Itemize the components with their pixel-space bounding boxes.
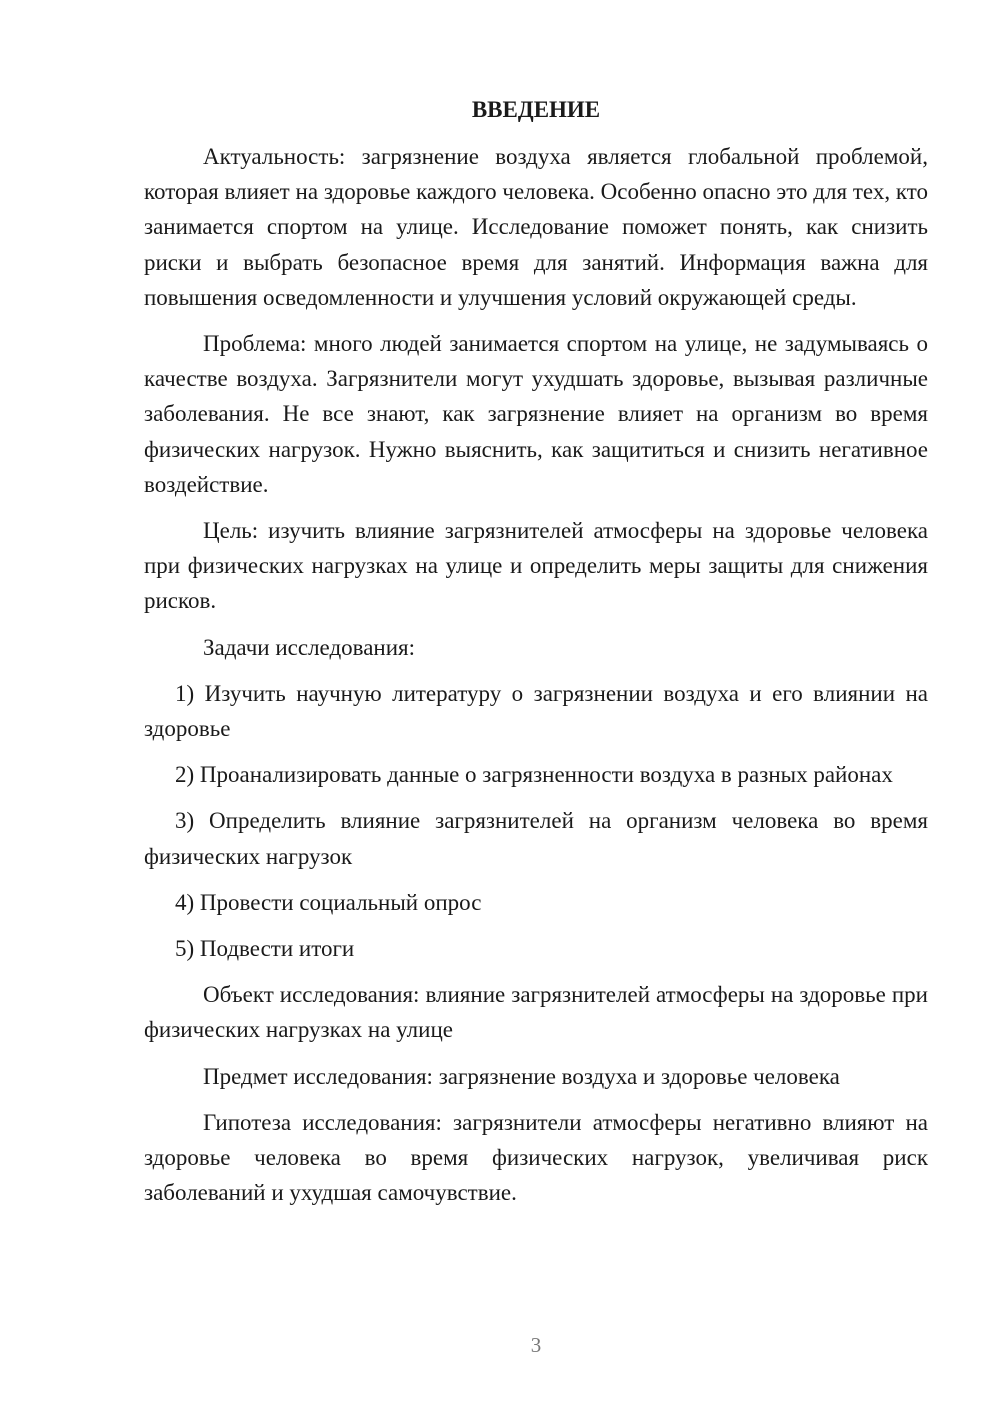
paragraph-subject: Предмет исследования: загрязнение воздуха и здоровье человека [203, 1063, 840, 1089]
task-item-4: 4) Провести социальный опрос [175, 889, 482, 915]
page-number: 3 [530, 1333, 542, 1357]
paragraph-hypothesis: Гипотеза исследования: загрязнители атмосферы негативно влияют на здоровье человека во время физических нагрузок, увеличивая риск заболеваний и ухудшая самочувствие. [144, 1109, 928, 1206]
paragraph-relevance: Актуальность: загрязнение воздуха является глобальной проблемой, которая влияет на здоровье каждого человека. Особенно опасно это для тех, кто занимается спортом на улице. Исследование поможет понять, как снизить риски и выбрать безопасное время для занятий. Информация важна для повышения осведомленности и улучшения условий окружающей среды. [144, 144, 928, 310]
section-heading: ВВЕДЕНИЕ [471, 97, 601, 122]
paragraph-tasks-heading: Задачи исследования: [203, 634, 416, 660]
task-item-3: 3) Определить влияние загрязнителей на организм человека во время физических нагрузок [144, 808, 928, 869]
task-item-5: 5) Подвести итоги [175, 936, 355, 962]
task-item-1: 1) Изучить научную литературу о загрязнении воздуха и его влиянии на здоровье [144, 680, 928, 742]
paragraph-object: Объект исследования: влияние загрязнителей атмосферы на здоровье при физических нагрузках на улице [144, 982, 928, 1043]
page-content [144, 92, 928, 1221]
paragraph-goal: Цель: изучить влияние загрязнителей атмосферы на здоровье человека при физических нагрузках на улице и определить меры защиты для снижения рисков. [144, 518, 928, 614]
paragraph-problem: Проблема: много людей занимается спортом на улице, не задумываясь о качестве воздуха. Загрязнители могут ухудшать здоровье, вызывая различные заболевания. Не все знают, как загрязнение влияет на организм во время физических нагрузок. Нужно выяснить, как защититься и снизить негативное воздействие. [144, 331, 928, 497]
task-item-2: 2) Проанализировать данные о загрязненности воздуха в разных районах [175, 762, 893, 788]
